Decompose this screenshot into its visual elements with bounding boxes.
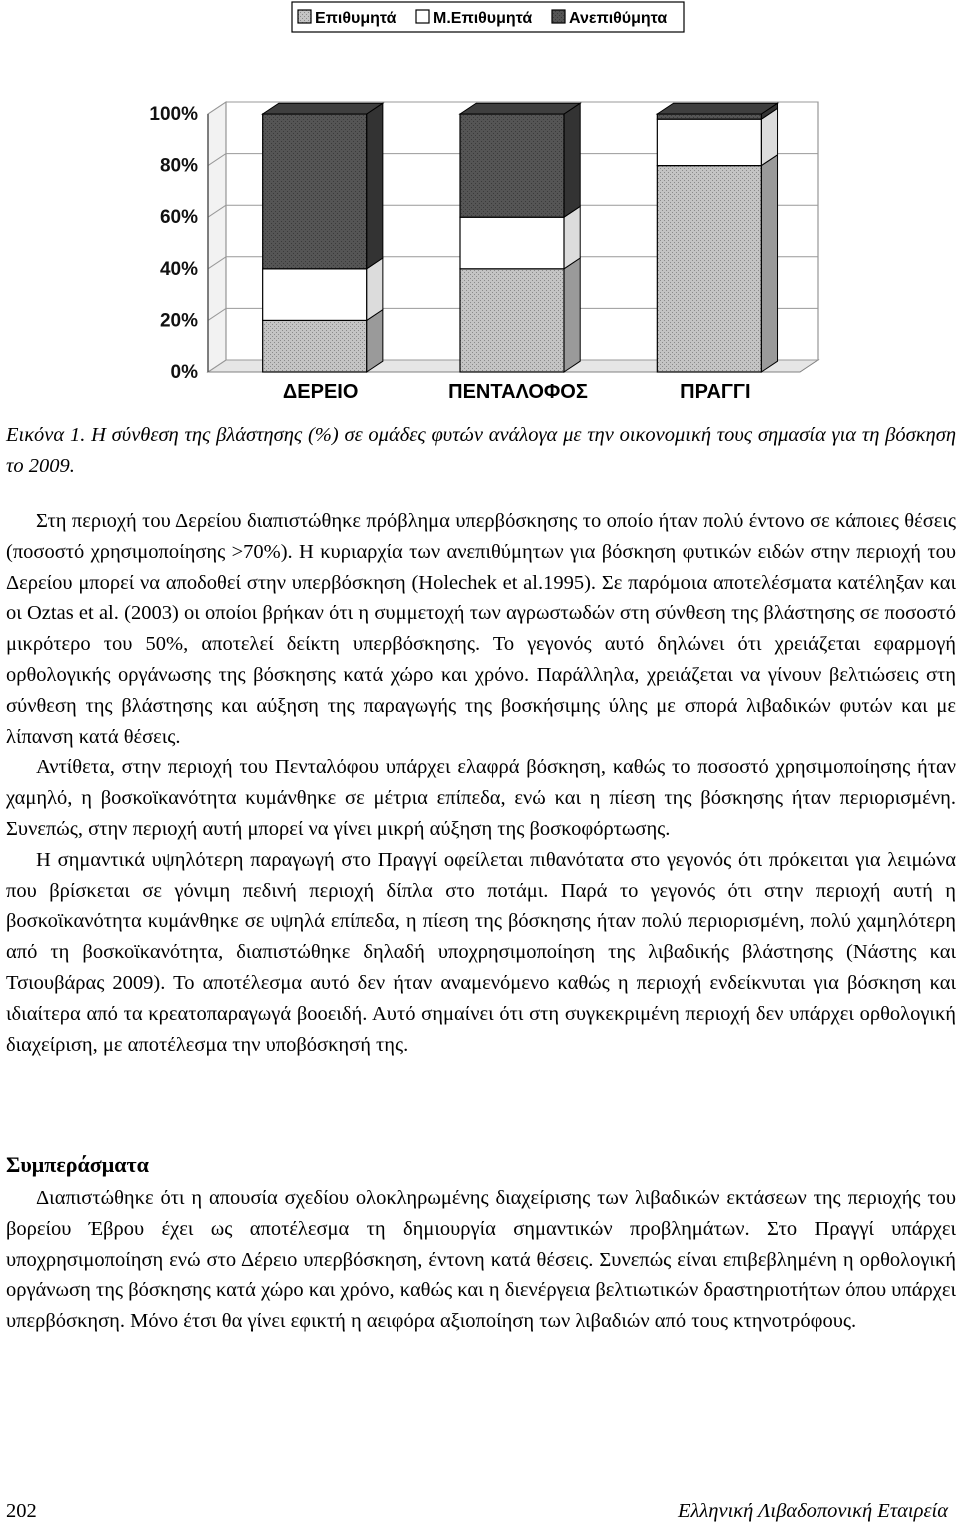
figure-caption: Εικόνα 1. Η σύνθεση της βλάστησης (%) σε ομάδες φυτών ανάλογα με την οικονομική τους σημασία για τη βόσκηση το 2009. [6, 424, 956, 477]
bar-segment-side [367, 103, 383, 269]
legend-swatch [298, 10, 311, 23]
journal-name: Ελληνική Λιβαδοπονική Εταιρεία [678, 1500, 948, 1522]
y-tick-label: 40% [159, 258, 198, 280]
bar-segment [657, 114, 761, 119]
section-heading: Συμπεράσματα [6, 1152, 149, 1177]
bar-segment [460, 217, 564, 269]
bar-segment [263, 320, 367, 372]
bar-segment-side [761, 155, 777, 372]
x-category-label: ΠΡΑΓΓΙ [680, 381, 751, 403]
paragraph-praggi: Η σημαντικά υψηλότερη παραγωγή στο Πραγγί οφείλεται πιθανότατα στο γεγονός ότι πρόκειται για λειμώνα που βρίσκεται σε γόνιμη πεδινή περιοχή δίπλα στο ποτάμι. Παρά το γεγονός ότι στην περιοχή αυτή η βοσκοϊκανότητα κυμάνθηκε σε υψηλά επίπεδα, η πίεση της βόσκησης ήταν πολύ περιορισμένη, πολύ χαμηλότερη από τη βοσκοϊκανότητα, διαπιστώθηκε δηλαδή υποχρησιμοποίηση της λιβαδικής βλάστησης (Νάστης και Τσιουβάρας 2009). Το αποτέλεσμα αυτό δεν ήταν αναμενόμενο καθώς η περιοχή ενδείκνυται για βόσκηση και ιδιαίτερα από τα κρεατοπαραγωγά βοοειδή. Αυτό σημαίνει ότι στη συγκεκριμένη περιοχή δεν υπάρχει ορθολογική διαχείριση, με αποτέλεσμα την υποβόσκησή της. [6, 848, 956, 1056]
y-tick-label: 100% [149, 104, 198, 125]
bar-segment [657, 166, 761, 372]
legend-swatch [552, 10, 565, 23]
bar-segment [460, 269, 564, 372]
bar-top-face [460, 103, 580, 114]
y-tick-label: 80% [159, 155, 198, 177]
legend-label: Μ.Επιθυμητά [433, 10, 533, 27]
legend-label: Επιθυμητά [315, 10, 397, 27]
bar-top-face [657, 103, 777, 114]
bar-segment [263, 114, 367, 269]
paragraph-conclusion: Διαπιστώθηκε ότι η απουσία σχεδίου ολοκληρωμένης διαχείρισης των λιβαδικών εκτάσεων της περιοχής του βορείου Έβρου έχει ως αποτέλεσμα τη δημιουργία σημαντικών προβλημάτων. Στο Πραγγί υπάρχει υποχρησιμοποίηση ενώ στο Δέρειο υπερβόσκηση, έντονη κατά θέσεις. Συνεπώς είναι επιβεβλημένη η ορθολογική οργάνωση της βόσκησης κατά χώρο και χρόνο, καθώς και η διενέργεια βελτιωτικών δραστηριοτήτων όπου υπάρχει υπερβόσκηση. Μόνο έτσι θα γίνει εφικτή η αειφόρα αξιοποίηση των λιβαδιών από τους κτηνοτρόφους. [6, 1187, 956, 1333]
bar-segment [263, 269, 367, 321]
y-tick-label: 0% [170, 362, 198, 383]
bar-segment-side [564, 103, 580, 217]
conclusion-text [6, 1183, 956, 1337]
y-tick-label: 60% [159, 207, 198, 229]
paragraph-pentalofos: Αντίθετα, στην περιοχή του Πενταλόφου υπάρχει ελαφρά βόσκηση, καθώς το ποσοστό χρησιμοποίησης ήταν χαμηλό, η βοσκοϊκανότητα κυμάνθηκε σε μέτρια επίπεδα, ενώ και η πίεση της βόσκησης ήταν περιορισμένη. Συνεπώς, στην περιοχή αυτή μπορεί να γίνει μικρή αύξηση της βοσκοφόρτωσης. [6, 756, 956, 840]
bar-segment [460, 114, 564, 217]
paragraph-dereio: Στη περιοχή του Δερείου διαπιστώθηκε πρόβλημα υπερβόσκησης το οποίο ήταν πολύ έντονο σε κάποιες θέσεις (ποσοστό χρησιμοποίησης >70%). Η κυριαρχία των ανεπιθύμητων για βόσκηση φυτικών ειδών στην περιοχή του Δερείου μπορεί να αποδοθεί στην υπερβόσκηση (Holechek et al.1995). Σε παρόμοια αποτελέσματα κατέληξαν και οι Oztas et al. (2003) οι οποίοι βρήκαν ότι η συμμετοχή των αγρωστωδών στη σύνθεση της βλάστησης σε ποσοστό μικρότερο του 50%, αποτελεί δείκτη υπερβόσκησης. Το γεγονός αυτό δηλώνει ότι χρειάζεται εφαρμογή ορθολογικής οργάνωσης της βόσκησης κατά χώρο και χρόνο. Παράλληλα, χρειάζεται να γίνουν βελτιώσεις στη σύνθεση της βλάστησης και αύξηση της παραγωγής της βοσκήσιμης ύλης με σπορά λιβαδικών φυτών και με λίπανση κατά θέσεις. [6, 510, 956, 748]
bar-segment-side [564, 258, 580, 372]
y-tick-label: 20% [159, 310, 198, 332]
legend-swatch [416, 10, 429, 23]
legend-label: Ανεπιθύμητα [569, 10, 668, 27]
discussion-text [6, 506, 956, 1060]
page-number: 202 [6, 1500, 37, 1522]
x-category-label: ΠΕΝΤΑΛΟΦΟΣ [448, 381, 588, 403]
chart-canvas [0, 0, 960, 410]
bar-segment [657, 119, 761, 165]
stacked-bar-chart [0, 0, 960, 410]
bar-top-face [263, 103, 383, 114]
x-category-label: ΔΕΡΕΙΟ [282, 381, 359, 403]
chart-side-wall [208, 102, 226, 372]
